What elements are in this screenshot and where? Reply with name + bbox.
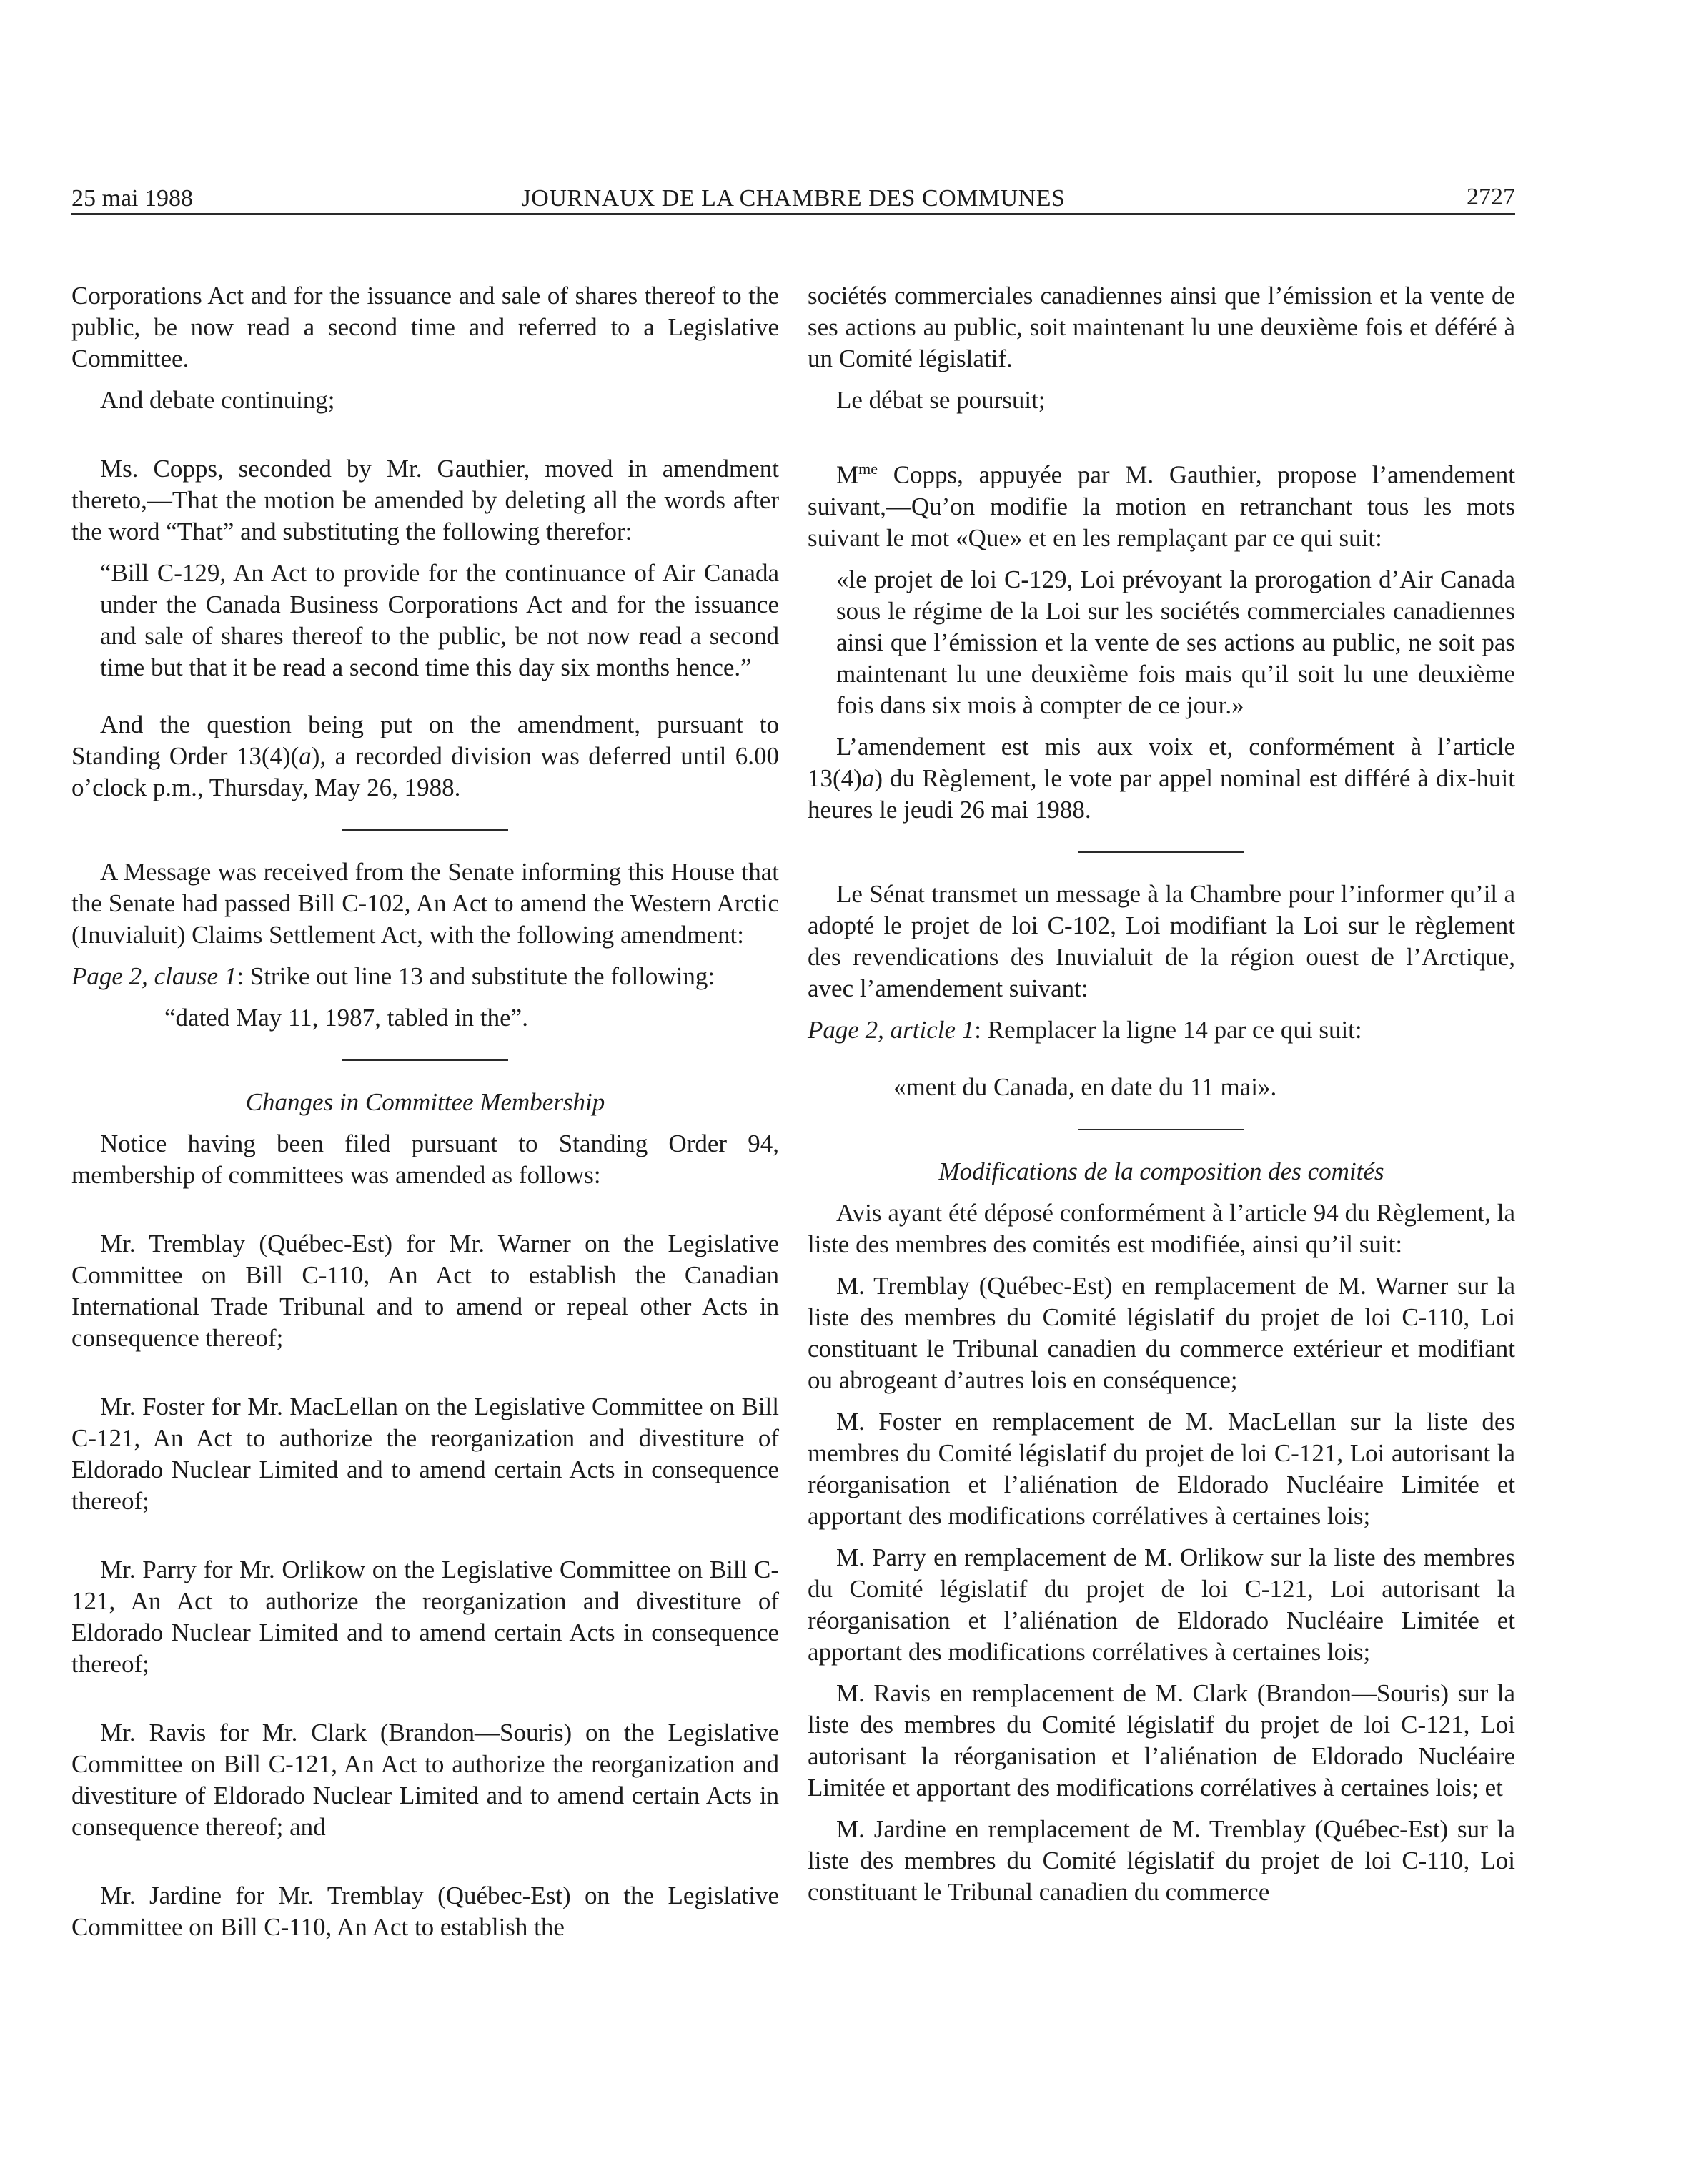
paragraph: M. Parry en remplacement de M. Orlikow sur la liste des membres du Comité législatif du projet de loi C-121, Loi autorisant la réorganisation et l’aliénation de Eldorado Nucléaire Limitée et apportant des modifications corrélatives à certaines lois; <box>808 1543 1515 1666</box>
paragraph: Page 2, clause 1: Strike out line 13 and substitute the following: <box>71 962 715 990</box>
paragraph: Corporations Act and for the issuance and sale of shares thereof to the public, be now read a second time and referred to a Legislative Committee. <box>71 282 779 372</box>
header-title: JOURNAUX DE LA CHAMBRE DES COMMUNES <box>521 185 1066 212</box>
quoted-amendment: “Bill C-129, An Act to provide for the continuance of Air Canada under the Canada Business Corporations Act and for the issuance and sale of shares thereof to the public, be not now read a second time but that it be read a second time this day six months hence.” <box>100 559 779 681</box>
paragraph: Ms. Copps, seconded by Mr. Gauthier, moved in amendment thereto,—That the motion be amended by deleting all the words after the word “That” and substituting the following therefor: <box>71 455 779 545</box>
section-heading: Modifications de la composition des comités <box>938 1157 1384 1185</box>
paragraph: sociétés commerciales canadiennes ainsi que l’émission et la vente de ses actions au public, soit maintenant lu une deuxième fois et déféré à un Comité législatif. <box>808 282 1515 372</box>
paragraph: Mr. Ravis for Mr. Clark (Brandon—Souris) on the Legislative Committee on Bill C-121, An Act to authorize the reorganization and divestiture of Eldorado Nuclear Limited and to amend certain Acts in consequence thereof; and <box>71 1719 779 1841</box>
paragraph: L’amendement est mis aux voix et, conformément à l’article 13(4)a) du Règlement, le vote par appel nominal est différé à dix-huit heures le jeudi 26 mai 1988. <box>808 732 1515 824</box>
paragraph: M. Tremblay (Québec-Est) en remplacement de M. Warner sur la liste des membres du Comité législatif du projet de loi C-110, Loi constituant le Tribunal canadien du commerce extérieur et modifiant ou abrogeant d’autres lois en conséquence; <box>808 1271 1515 1394</box>
paragraph: Avis ayant été déposé conformément à l’article 94 du Règlement, la liste des membres des comités est modifiée, ainsi qu’il suit: <box>808 1198 1515 1258</box>
paragraph: Notice having been filed pursuant to Standing Order 94, membership of committees was amended as follows: <box>71 1130 779 1189</box>
quoted-amendment: “dated May 11, 1987, tabled in the”. <box>164 1004 528 1032</box>
page-header <box>71 184 1515 215</box>
quoted-amendment: «le projet de loi C-129, Loi prévoyant la prorogation d’Air Canada sous le régime de la Loi sur les sociétés commerciales canadiennes ainsi que l’émission et la vente de ses actions au public, ne soit pas maintenant lu une deuxième fois mais qu’il soit lu une deuxième fois dans six mois à compter de ce jour.» <box>836 565 1515 719</box>
french-column <box>808 280 1515 1908</box>
paragraph: M. Foster en remplacement de M. MacLellan sur la liste des membres du Comité législatif du projet de loi C-121, Loi autorisant la réorganisation et l’aliénation de Eldorado Nucléaire Limitée et apportant des modifications corrélatives à certaines lois; <box>808 1407 1515 1530</box>
paragraph: Le débat se poursuit; <box>836 386 1046 414</box>
paragraph: And the question being put on the amendment, pursuant to Standing Order 13(4)(a), a recorded division was deferred until 6.00 o’clock p.m., Thursday, May 26, 1988. <box>71 711 779 801</box>
paragraph: M. Jardine en remplacement de M. Tremblay (Québec-Est) sur la liste des membres du Comité législatif du projet de loi C-110, Loi constituant le Tribunal canadien du commerce <box>808 1814 1515 1906</box>
page-number: 2727 <box>1467 184 1515 210</box>
header-date: 25 mai 1988 <box>71 185 193 212</box>
paragraph: A Message was received from the Senate informing this House that the Senate had passed Bill C-102, An Act to amend the Western Arctic (Inuvialuit) Claims Settlement Act, with the following amendment: <box>71 858 779 949</box>
paragraph: Mr. Jardine for Mr. Tremblay (Québec-Est) on the Legislative Committee on Bill C-110, An Act to establish the <box>71 1882 779 1941</box>
paragraph: And debate continuing; <box>100 386 335 414</box>
paragraph: M. Ravis en remplacement de M. Clark (Brandon—Souris) sur la liste des membres du Comité législatif du projet de loi C-121, Loi autorisant la réorganisation et l’aliénation de Eldorado Nucléaire Limitée et apportant des modifications corrélatives à certaines lois; et <box>808 1679 1515 1802</box>
paragraph: Mr. Tremblay (Québec-Est) for Mr. Warner on the Legislative Committee on Bill C-110, An Act to establish the Canadian International Trade Tribunal and to amend or repeal other Acts in consequence thereof; <box>71 1230 779 1352</box>
section-heading: Changes in Committee Membership <box>245 1088 605 1116</box>
english-column <box>71 280 779 1943</box>
quoted-amendment: «ment du Canada, en date du 11 mai». <box>893 1072 1277 1101</box>
paragraph: Mr. Parry for Mr. Orlikow on the Legislative Committee on Bill C-121, An Act to authorize the reorganization and divestiture of Eldorado Nuclear Limited and to amend certain Acts in consequence thereof; <box>71 1556 779 1678</box>
paragraph: $M^{me}$ Copps, appuyée par M. Gauthier, propose l’amendement suivant,—Qu’on modifie la motion en retranchant tous les mots suivant le mot «Que» et en les remplaçant par ce qui suit: <box>808 460 1515 552</box>
paragraph: Page 2, article 1: Remplacer la ligne 14 par ce qui suit: <box>808 1015 1362 1044</box>
paragraph: Le Sénat transmet un message à la Chambre pour l’informer qu’il a adopté le projet de loi C-102, Loi modifiant la Loi sur le règlement des revendications des Inuvialuit de la région ouest de l’Arctique, avec l’amendement suivant: <box>808 879 1515 1002</box>
paragraph: Mr. Foster for Mr. MacLellan on the Legislative Committee on Bill C-121, An Act to authorize the reorganization and divestiture of Eldorado Nuclear Limited and to amend certain Acts in consequence thereof; <box>71 1393 779 1515</box>
